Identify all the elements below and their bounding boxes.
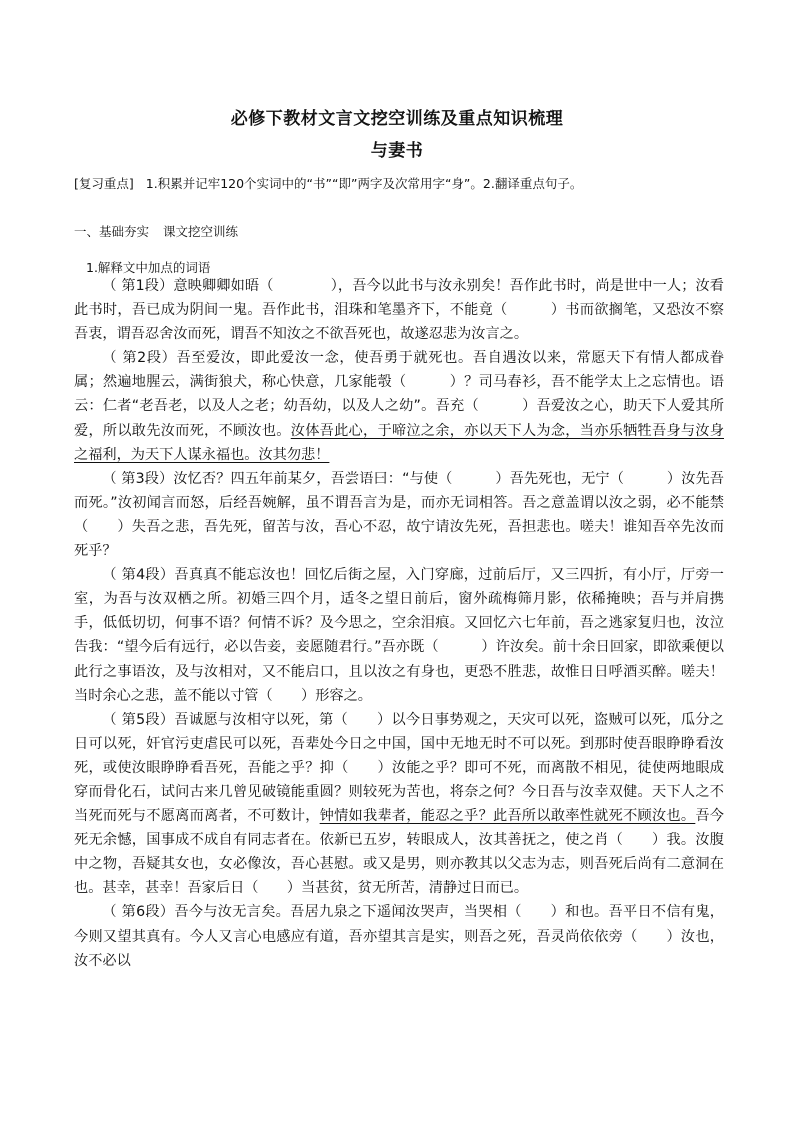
underlined-key-sentence: 汝体吾此心，于啼泣之余，亦以天下人为念，当亦乐牺牲吾身与汝身之福利，为天下人谋永福也。汝其勿悲！: [74, 422, 724, 463]
section-heading: [74, 222, 238, 240]
document-title: 必修下教材文言文挖空训练及重点知识梳理: [230, 109, 564, 129]
passage-paragraph: [74, 708, 724, 901]
underlined-key-sentence: 钟情如我辈者，能忍之乎？此吾所以敢率性就死不顾汝也。: [319, 808, 696, 825]
section-label: 一、基础夯实: [74, 224, 150, 239]
section-subtitle: 课文挖空训练: [163, 224, 239, 239]
passage-segment: （ 第2段）吾至爱汝，即此爱汝一念，使吾勇于就死也。吾自遇汝以来，常愿天下有情人都成眷属；然遍地腥云，满街狼犬，称心快意，几家能彀（ ）？司马春衫，吾不能学太上之忘情也。语云：仁者“老吾老，以及人之老；幼吾幼，以及人之幼”。吾充（ ）吾爱汝之心，助天下人爱其所爱，所以敢先汝而死，不顾汝也。: [74, 350, 724, 439]
passage-segment: （ 第1段）意映卿卿如晤（ ），吾今以此书与汝永别矣！吾作此书时，尚是世中一人；汝看此书时，吾已成为阴间一鬼。吾作此书，泪珠和笔墨齐下，不能竟（ ）书而欲搁笔，又恐汝不察吾衷，谓吾忍舍汝而死，谓吾不知汝之不欲吾死也，故遂忍悲为汝言之。: [74, 278, 724, 343]
passage-paragraph: [74, 346, 724, 466]
passage-segment: （ 第6段）吾今与汝无言矣。吾居九泉之下遥闻汝哭声，当哭相（ ）和也。吾平日不信有鬼，今则又望其真有。今人又言心电感应有道，吾亦望其言是实，则吾之死，吾灵尚依依旁（ ）汝也，汝不必以: [74, 904, 724, 969]
passage-paragraph: [74, 563, 724, 708]
passage-text: [74, 274, 724, 973]
passage-paragraph: [74, 274, 724, 346]
passage-paragraph: [74, 467, 724, 563]
passage-paragraph: [74, 900, 724, 972]
exercise-item-heading: 1.解释文中加点的词语: [86, 260, 211, 275]
review-focus-text: 1.积累并记牢120个实词中的“书”“即”两字及次常用字“身”。2.翻译重点句子。: [145, 176, 583, 191]
passage-segment: 吾今死无余憾，国事成不成自有同志者在。依新已五岁，转眼成人，汝其善抚之，使之肖（ ）我。汝腹中之物，吾疑其女也，女必像汝，吾心甚慰。或又是男，则亦教其以父志为志，则吾死后尚有二意洞在也。甚幸，甚幸！吾家后日（ ）当甚贫，贫无所苦，清静过日而已。: [74, 808, 724, 897]
passage-segment: （ 第3段）汝忆否？四五年前某夕，吾尝语曰：“与使（ ）吾先死也，无宁（ ）汝先吾而死。”汝初闻言而怒，后经吾婉解，虽不谓吾言为是，而亦无词相答。吾之意盖谓以汝之弱，必不能禁（ ）失吾之悲，吾先死，留苦与汝，吾心不忍，故宁请汝先死，吾担悲也。嗟夫！谁知吾卒先汝而死乎？: [74, 470, 724, 560]
passage-segment: （ 第4段）吾真真不能忘汝也！回忆后街之屋，入门穿廊，过前后厅，又三四折，有小厅，厅旁一室，为吾与汝双栖之所。初婚三四个月，适冬之望日前后，窗外疏梅筛月影，依稀掩映；吾与并肩携手，低低切切，何事不语？何情不诉？及今思之，空余泪痕。又回忆六七年前，吾之逃家复归也，汝泣告我：“望今后有远行，必以告妾，妾愿随君行。”吾亦既（ ）许汝矣。前十余日回家，即欲乘便以此行之事语汝，及与汝相对，又不能启口，且以汝之有身也，更恐不胜悲，故惟日日呼酒买醉。嗟夫！当时余心之悲，盖不能以寸管（ ）形容之。: [74, 567, 724, 704]
review-focus: [74, 174, 734, 192]
review-focus-label: [复习重点]: [74, 176, 134, 191]
lesson-title: 与妻书: [370, 141, 424, 161]
passage-segment: （ 第5段）吾诚愿与汝相守以死，第（ ）以今日事势观之，天灾可以死，盗贼可以死，瓜分之日可以死，奸官污吏虐民可以死，吾辈处今日之中国，国中无地无时不可以死。到那时使吾眼睁睁看汝死，或使汝眼睁睁看吾死，吾能之乎？抑（ ）汝能之乎？即可不死，而离散不相见，徒使两地眼成穿而骨化石，试问古来几曾见破镜能重圆？则较死为苦也，将奈之何？今日吾与汝幸双健。天下人之不当死而死与不愿离而离者，不可数计，: [74, 711, 724, 825]
